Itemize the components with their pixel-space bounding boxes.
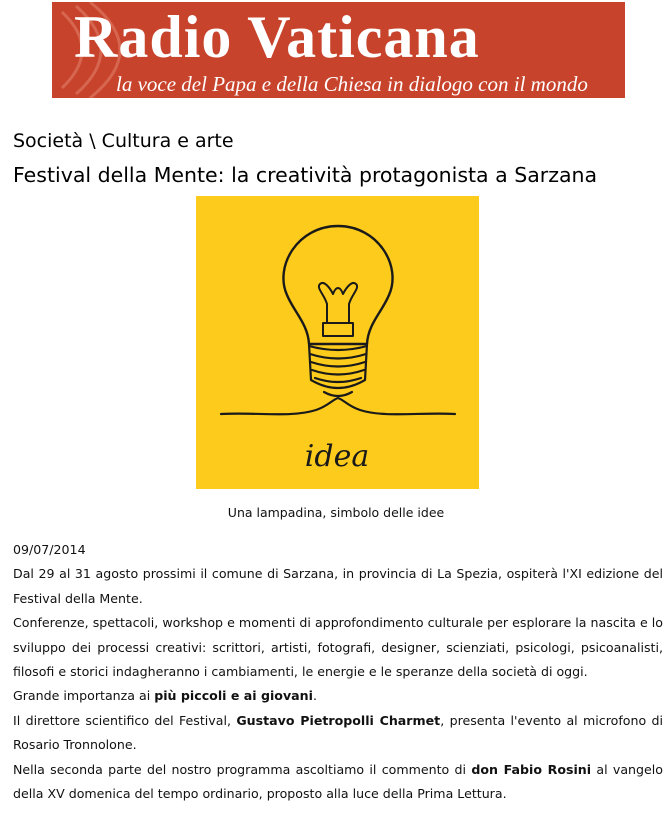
site-tagline: la voce del Papa e della Chiesa in dialogo con il mondo (116, 72, 588, 96)
image-label: idea (304, 439, 370, 474)
person-name: don Fabio Rosini (471, 761, 592, 777)
article-body (13, 538, 663, 806)
person-name: Gustavo Pietropolli Charmet (236, 712, 441, 728)
header-banner (52, 2, 625, 98)
paragraph: Nella seconda parte del nostro programma ascoltiamo il commento di don Fabio Rosini al vangelo della XV domenica del tempo ordinario, proposto alla luce della Prima Lettura. (13, 761, 663, 802)
section-breadcrumb: Società \ Cultura e arte (13, 130, 234, 152)
paragraph: Dal 29 al 31 agosto prossimi il comune di Sarzana, in provincia di La Spezia, ospiterà l'XI edizione del Festival della Mente. (13, 566, 663, 606)
site-title: Radio Vaticana (74, 4, 480, 70)
paragraph: Il direttore scientifico del Festival, Gustavo Pietropolli Charmet, presenta l'evento al microfono di Rosario Tronnolone. (13, 712, 664, 753)
article-headline: Festival della Mente: la creatività protagonista a Sarzana (13, 163, 598, 187)
image-caption: Una lampadina, simbolo delle idee (227, 505, 445, 520)
paragraph: Conferenze, spettacoli, workshop e momenti di approfondimento culturale per esplorare la nascita e lo sviluppo dei processi creativi: scrittori, artisti, fotografi, designer, scienziati, psicologi, psicoanalisti, filosofi e storici indagheranno i cambiamenti, le energie e le speranze della società di oggi. (13, 615, 663, 680)
article-image (196, 196, 479, 489)
bold-text: più piccoli e ai giovani (154, 688, 313, 704)
paragraph: Grande importanza ai più piccoli e ai giovani. (13, 688, 317, 704)
article-date: 09/07/2014 (13, 542, 86, 557)
lightbulb-icon (196, 196, 479, 489)
